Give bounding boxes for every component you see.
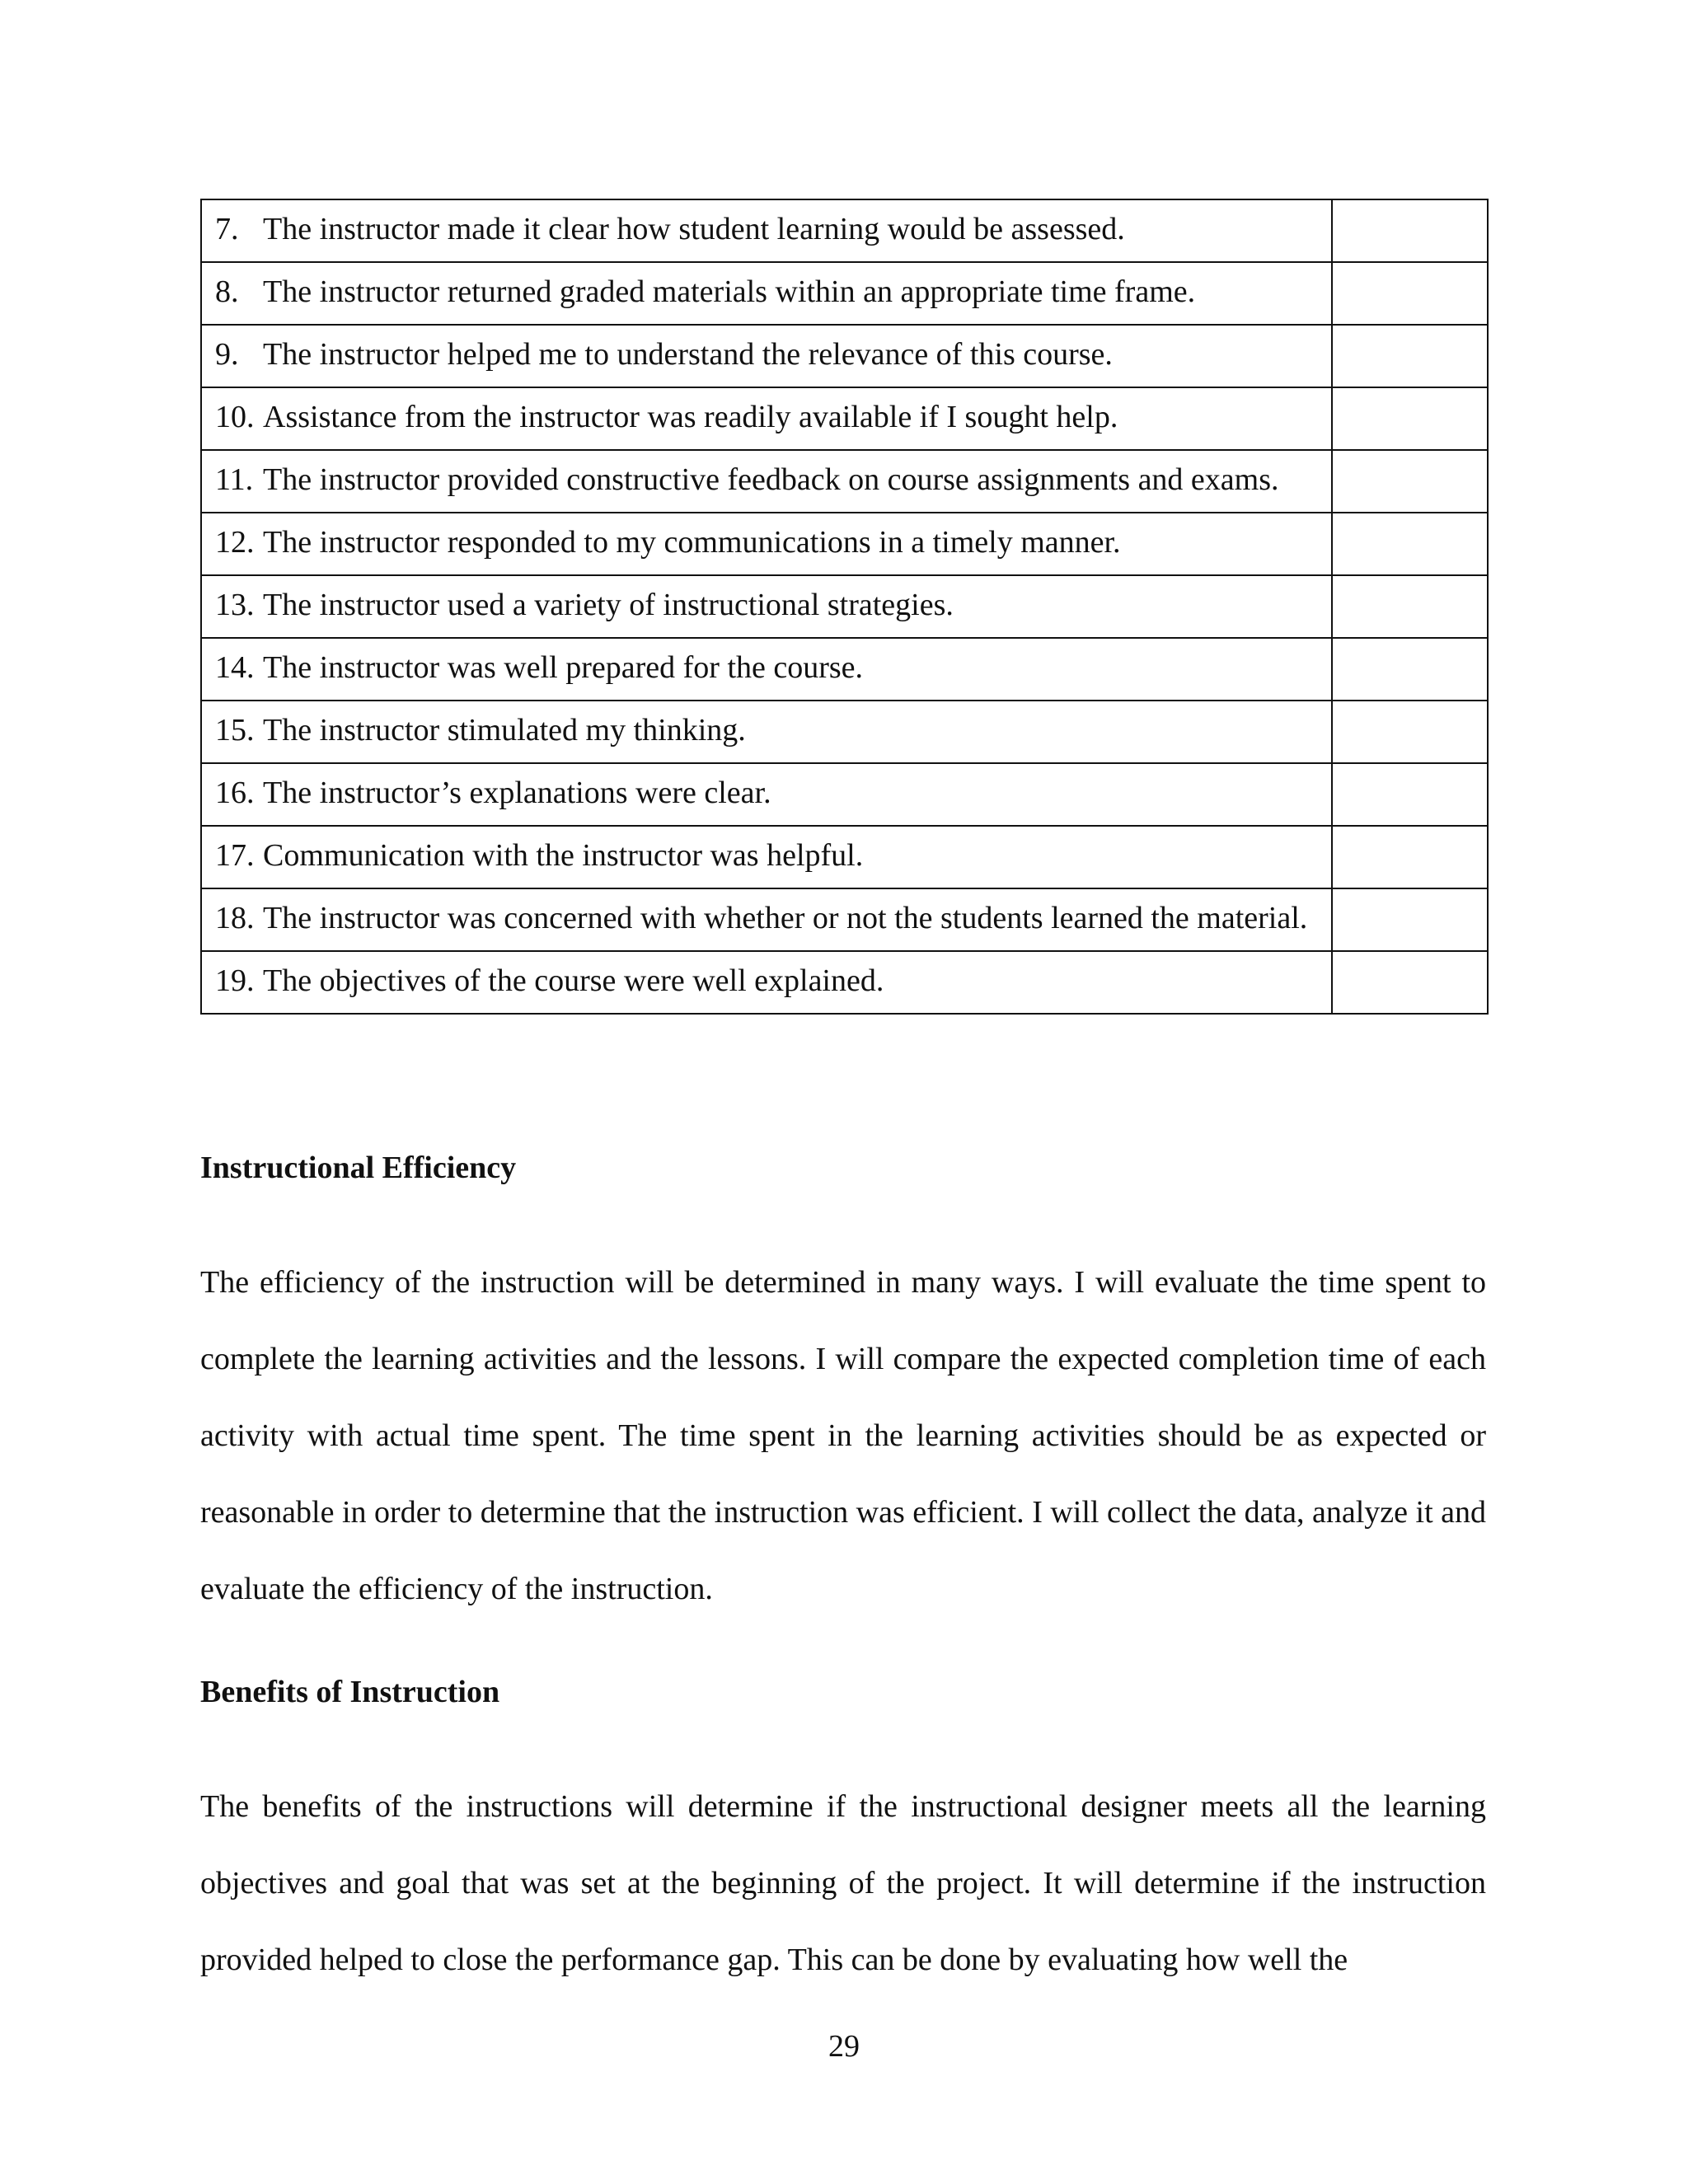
survey-item-cell (201, 951, 1332, 1014)
rating-box[interactable] (1332, 638, 1488, 701)
survey-table (200, 199, 1489, 1015)
survey-item-cell (201, 387, 1332, 450)
survey-item-cell (201, 262, 1332, 325)
table-row (201, 763, 1488, 826)
table-row (201, 262, 1488, 325)
item-number: 14. (215, 650, 255, 685)
section-heading-efficiency: Instructional Efficiency (200, 1151, 517, 1185)
rating-box[interactable] (1332, 763, 1488, 826)
table-row (201, 513, 1488, 575)
rating-box[interactable] (1332, 199, 1488, 262)
item-text: The objectives of the course were well explained. (263, 963, 884, 998)
rating-box[interactable] (1332, 888, 1488, 951)
survey-item-cell (201, 638, 1332, 701)
survey-item-cell (201, 763, 1332, 826)
item-number: 9. (215, 337, 239, 372)
survey-item-cell (201, 199, 1332, 262)
item-text: The instructor made it clear how student learning would be assessed. (263, 212, 1125, 246)
rating-box[interactable] (1332, 387, 1488, 450)
item-text: The instructor was well prepared for the course. (263, 650, 864, 685)
efficiency-paragraph: The efficiency of the instruction will be determined in many ways. I will evaluate the time spent to complete the learning activities and the lessons. I will compare the expected completion time of each activity with actual time spent. The time spent in the learning activities should be as expected or reasonable in order to determine that the instruction was efficient. I will collect the data, analyze it and evaluate the efficiency of the instruction. (200, 1265, 1486, 1606)
survey-item-cell (201, 701, 1332, 763)
item-number: 13. (215, 588, 255, 622)
rating-box[interactable] (1332, 575, 1488, 638)
item-text: Assistance from the instructor was readily available if I sought help. (263, 400, 1118, 434)
item-number: 8. (215, 274, 239, 309)
rating-box[interactable] (1332, 450, 1488, 513)
table-row (201, 450, 1488, 513)
table-row (201, 826, 1488, 888)
table-row (201, 951, 1488, 1014)
table-row (201, 199, 1488, 262)
survey-item-cell (201, 450, 1332, 513)
table-row (201, 387, 1488, 450)
item-number: 12. (215, 525, 255, 560)
table-row (201, 575, 1488, 638)
item-text: The instructor responded to my communications in a timely manner. (263, 525, 1121, 560)
benefits-paragraph: The benefits of the instructions will determine if the instructional designer meets all the learning objectives and goal that was set at the beginning of the project. It will determine if the instruction provided helped to close the performance gap. This can be done by evaluating how well the (200, 1789, 1486, 1977)
item-text: The instructor helped me to understand the relevance of this course. (263, 337, 1113, 372)
table-row (201, 638, 1488, 701)
rating-box[interactable] (1332, 325, 1488, 387)
survey-item-cell (201, 325, 1332, 387)
item-text: The instructor returned graded materials within an appropriate time frame. (263, 274, 1196, 309)
item-text: The instructor stimulated my thinking. (263, 713, 746, 748)
item-text: The instructor’s explanations were clear. (263, 776, 771, 810)
item-number: 16. (215, 776, 255, 810)
item-number: 18. (215, 901, 255, 935)
item-number: 17. (215, 838, 255, 873)
survey-item-cell (201, 826, 1332, 888)
item-number: 7. (215, 212, 239, 246)
table-row (201, 701, 1488, 763)
section-heading-benefits: Benefits of Instruction (200, 1675, 500, 1709)
item-text: Communication with the instructor was helpful. (263, 838, 864, 873)
survey-item-cell (201, 575, 1332, 638)
rating-box[interactable] (1332, 826, 1488, 888)
item-text: The instructor used a variety of instructional strategies. (263, 588, 954, 622)
item-number: 11. (215, 462, 254, 497)
rating-box[interactable] (1332, 513, 1488, 575)
table-row (201, 888, 1488, 951)
rating-box[interactable] (1332, 951, 1488, 1014)
item-text: The instructor provided constructive feedback on course assignments and exams. (263, 462, 1279, 497)
survey-item-cell (201, 888, 1332, 951)
rating-box[interactable] (1332, 262, 1488, 325)
item-number: 15. (215, 713, 255, 748)
survey-item-cell (201, 513, 1332, 575)
rating-box[interactable] (1332, 701, 1488, 763)
item-number: 19. (215, 963, 255, 998)
table-row (201, 325, 1488, 387)
item-text: The instructor was concerned with whether or not the students learned the material. (263, 901, 1308, 935)
page-number: 29 (828, 2029, 860, 2064)
item-number: 10. (215, 400, 255, 434)
